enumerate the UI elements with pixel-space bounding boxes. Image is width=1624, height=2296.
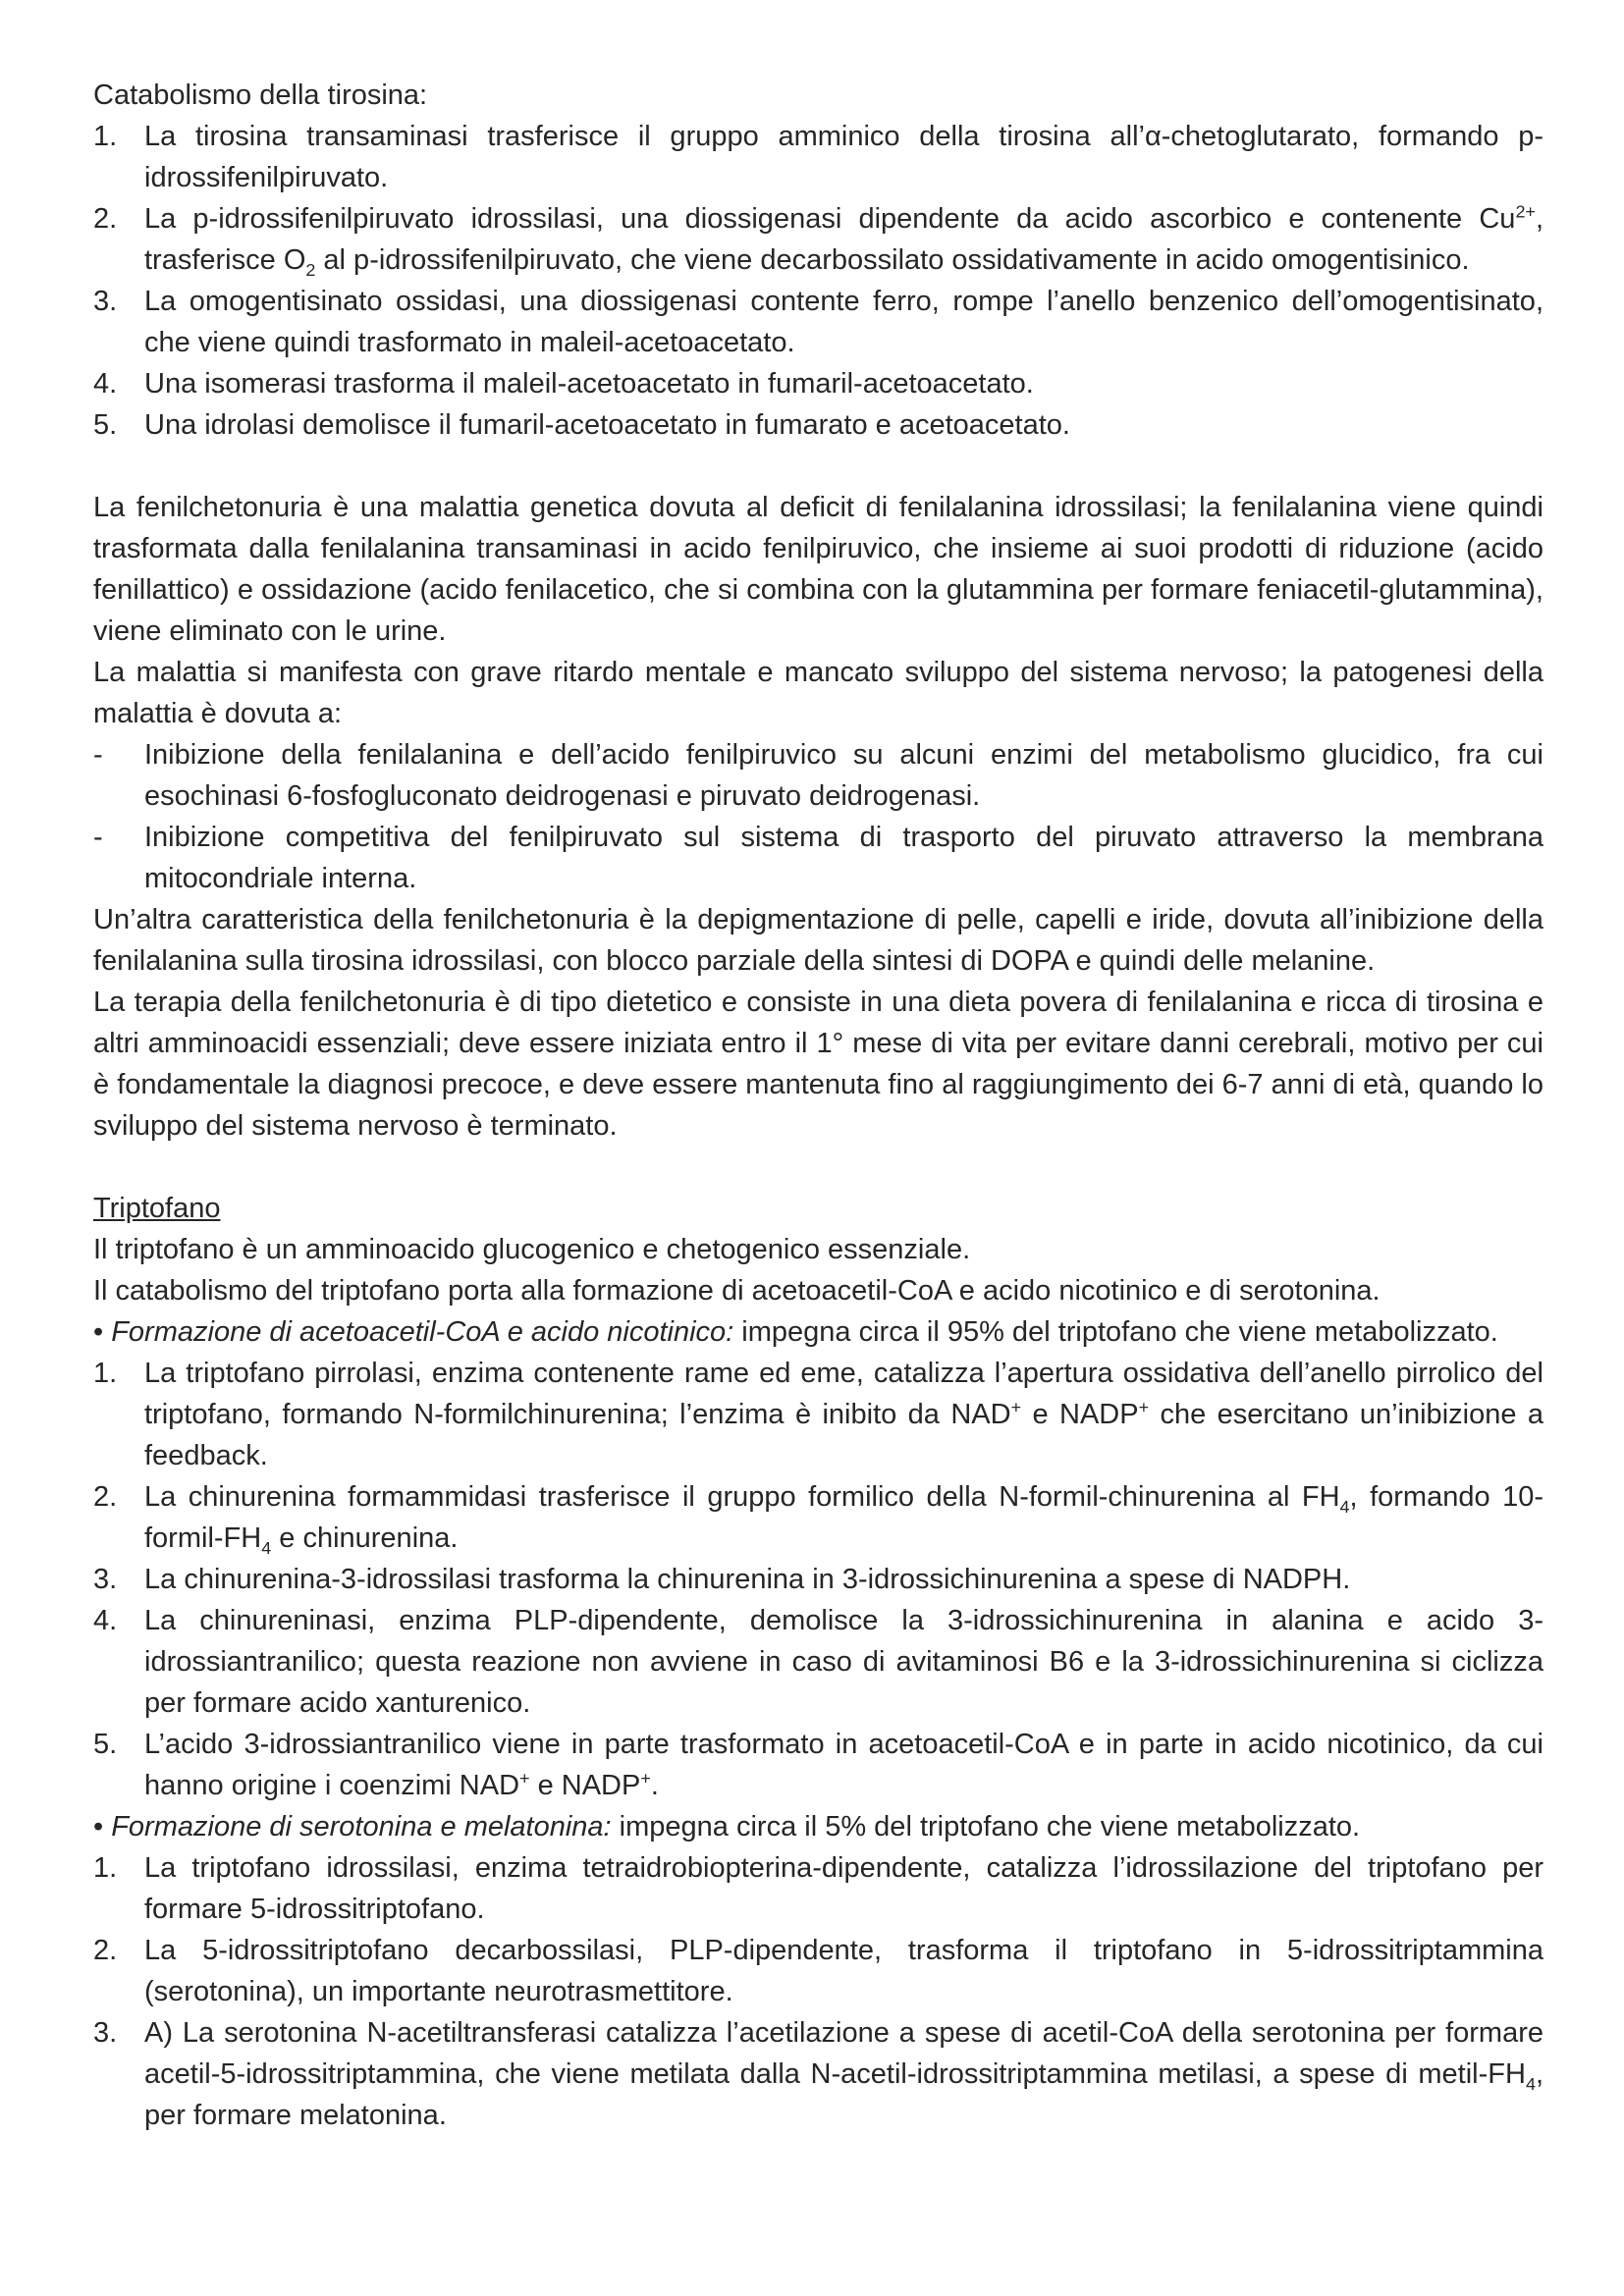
step-text: La chinureninasi, enzima PLP-dipendente, demolisce la 3-idrossichinurenina in alanina e acido 3-idrossiantranilico; questa reazione non avviene in caso di avitaminosi B6 e la 3-idrossichinurenina si ciclizza per formare acido xanturenico. xyxy=(144,1605,1543,1719)
list-item xyxy=(93,2012,1543,2136)
list-item xyxy=(93,404,1543,446)
step-text: La p-idrossifenilpiruvato idrossilasi, una diossigenasi dipendente da acido ascorbico e contenente Cu xyxy=(144,203,1516,235)
pku-paragraph-3: Un’altra caratteristica della fenilchetonuria è la depigmentazione di pelle, capelli e iride, dovuta all’inibizione della fenilalanina sulla tirosina idrossilasi, con blocco parziale della sintesi di DOPA e quindi delle melanine. xyxy=(93,904,1543,977)
list-item xyxy=(93,1476,1543,1559)
step-text: e chinurenina. xyxy=(271,1522,459,1554)
step-text: , trasferisce O xyxy=(144,203,1543,276)
step-text: A) La serotonina N-acetiltransferasi catalizza l’acetilazione a spese di acetil-CoA della serotonina per formare acetil-5-idrossitriptammina, che viene metilata dalla N-acetil-idrossitriptammina metilasi, a spese di metil-FH xyxy=(144,2017,1543,2090)
section-text: impegna circa il 5% del triptofano che viene metabolizzato. xyxy=(611,1811,1361,1842)
step-text: , formando 10-formil-FH xyxy=(144,1481,1543,1554)
superscript: 2+ xyxy=(1515,201,1536,222)
step-text: Una isomerasi trasforma il maleil-acetoacetato in fumaril-acetoacetato. xyxy=(144,368,1034,400)
step-text: e NADP xyxy=(529,1770,641,1801)
subscript: 2 xyxy=(305,259,316,280)
step-text: La omogentisinato ossidasi, una diossigenasi contente ferro, rompe l’anello benzenico dell’omogentisinato, che viene quindi trasformato in maleil-acetoacetato. xyxy=(144,286,1543,358)
step-number: 5. xyxy=(93,1729,118,1760)
superscript: + xyxy=(1010,1397,1022,1417)
tryptophan-steps-1 xyxy=(93,1353,1543,1806)
step-text: L’acido 3-idrossiantranilico viene in parte trasformato in acetoacetil-CoA e in parte in acido nicotinico, da cui hanno origine i coenzimi NAD xyxy=(144,1729,1543,1801)
step-number: 2. xyxy=(93,1481,118,1513)
tryptophan-paragraph-2: Il catabolismo del triptofano porta alla formazione di acetoacetil-CoA e acido nicotinico e di serotonina. xyxy=(93,1275,1380,1307)
tryptophan-title: Triptofano xyxy=(93,1193,221,1224)
tryptophan-paragraph-1: Il triptofano è un amminoacido glucogenico e chetogenico essenziale. xyxy=(93,1234,971,1265)
pku-paragraph-1: La fenilchetonuria è una malattia genetica dovuta al deficit di fenilalanina idrossilasi; la fenilalanina viene quindi trasformata dalla fenilalanina transaminasi in acido fenilpiruvico, che insieme ai suoi prodotti di riduzione (acido fenillattico) e ossidazione (acido fenilacetico, che si combina con la glutammina per formare feniacetil-glutammina), viene eliminato con le urine. xyxy=(93,492,1543,647)
step-number: 3. xyxy=(93,1564,118,1595)
subscript: 4 xyxy=(1525,2073,1536,2094)
step-number: 2. xyxy=(93,203,118,235)
list-item xyxy=(93,116,1543,198)
tyrosine-heading: Catabolismo della tirosina: xyxy=(93,80,428,111)
step-number: 1. xyxy=(93,1358,118,1389)
step-text: , per formare melatonina. xyxy=(144,2058,1543,2131)
subscript: 4 xyxy=(261,1537,272,1558)
step-number: 2. xyxy=(93,1935,118,1966)
pku-paragraph-4: La terapia della fenilchetonuria è di tipo dietetico e consiste in una dieta povera di fenilalanina e ricca di tirosina e altri amminoacidi essenziali; deve essere iniziata entro il 1° mese di vita per evitare danni cerebrali, motivo per cui è fondamentale la diagnosi precoce, e deve essere mantenuta fino al raggiungimento dei 6-7 anni di età, quando lo sviluppo del sistema nervoso è terminato. xyxy=(93,987,1543,1142)
step-text: La tirosina transaminasi trasferisce il gruppo amminico della tirosina all’α-chetoglutarato, formando p-idrossifenilpiruvato. xyxy=(144,121,1543,193)
step-number: 3. xyxy=(93,2017,118,2049)
dash-marker: - xyxy=(93,739,103,771)
step-number: 5. xyxy=(93,409,118,441)
step-text: La chinurenina formammidasi trasferisce il gruppo formilico della N-formil-chinurenina al FH xyxy=(144,1481,1340,1513)
section-acetoacetyl-coa xyxy=(93,1311,1543,1353)
step-text: La triptofano pirrolasi, enzima contenente rame ed eme, catalizza l’apertura ossidativa dell’anello pirrolico del triptofano, formando N-formilchinurenina; l’enzima è inibito da NAD xyxy=(144,1358,1543,1430)
step-number: 4. xyxy=(93,368,118,400)
pku-paragraph-2: La malattia si manifesta con grave ritardo mentale e mancato sviluppo del sistema nervoso; la patogenesi della malattia è dovuta a: xyxy=(93,657,1543,729)
bullet-marker: • xyxy=(93,1316,104,1348)
tyrosine-steps xyxy=(93,116,1543,446)
step-number: 1. xyxy=(93,1852,118,1884)
list-item xyxy=(93,734,1543,817)
step-text: al p-idrossifenilpiruvato, che viene decarbossilato ossidativamente in acido omogentisinico. xyxy=(315,244,1470,276)
subscript: 4 xyxy=(1339,1496,1350,1517)
section-label: Formazione di acetoacetil-CoA e acido nicotinico: xyxy=(111,1316,734,1348)
list-item xyxy=(93,1600,1543,1724)
superscript: + xyxy=(519,1768,530,1789)
section-label: Formazione di serotonina e melatonina: xyxy=(111,1811,612,1842)
step-text: Una idrolasi demolisce il fumaril-acetoacetato in fumarato e acetoacetato. xyxy=(144,409,1070,441)
step-text: La chinurenina-3-idrossilasi trasforma la chinurenina in 3-idrossichinurenina a spese di NADPH. xyxy=(144,1564,1351,1595)
step-number: 4. xyxy=(93,1605,118,1636)
section-text: impegna circa il 95% del triptofano che viene metabolizzato. xyxy=(733,1316,1498,1348)
step-text: . xyxy=(650,1770,659,1801)
step-text: che esercitano un’inibizione a feedback. xyxy=(144,1399,1543,1471)
list-item xyxy=(93,817,1543,899)
tryptophan-steps-2 xyxy=(93,1847,1543,2136)
spacer xyxy=(93,1147,1543,1188)
list-item xyxy=(93,281,1543,363)
step-text: La triptofano idrossilasi, enzima tetraidrobiopterina-dipendente, catalizza l’idrossilazione del triptofano per formare 5-idrossitriptofano. xyxy=(144,1852,1543,1925)
superscript: + xyxy=(640,1768,651,1789)
item-text: Inibizione competitiva del fenilpiruvato sul sistema di trasporto del piruvato attraverso la membrana mitocondriale interna. xyxy=(144,822,1543,894)
superscript: + xyxy=(1138,1397,1150,1417)
list-item xyxy=(93,1930,1543,2012)
section-serotonin-melatonin xyxy=(93,1806,1543,1847)
spacer xyxy=(93,446,1543,487)
step-number: 1. xyxy=(93,121,118,152)
list-item xyxy=(93,1353,1543,1476)
bullet-marker: • xyxy=(93,1811,104,1842)
list-item xyxy=(93,1559,1543,1600)
dash-marker: - xyxy=(93,822,103,853)
step-number: 3. xyxy=(93,286,118,317)
pku-pathogenesis-list xyxy=(93,734,1543,899)
item-text: Inibizione della fenilalanina e dell’acido fenilpiruvico su alcuni enzimi del metabolismo glucidico, fra cui esochinasi 6-fosfogluconato deidrogenasi e piruvato deidrogenasi. xyxy=(144,739,1543,812)
step-text: La 5-idrossitriptofano decarbossilasi, PLP-dipendente, trasforma il triptofano in 5-idrossitriptammina (serotonina), un importante neurotrasmettitore. xyxy=(144,1935,1543,2007)
list-item xyxy=(93,198,1543,281)
document-page xyxy=(93,75,1543,2136)
list-item xyxy=(93,1724,1543,1806)
list-item xyxy=(93,363,1543,404)
step-text: e NADP xyxy=(1021,1399,1139,1430)
list-item xyxy=(93,1847,1543,1930)
